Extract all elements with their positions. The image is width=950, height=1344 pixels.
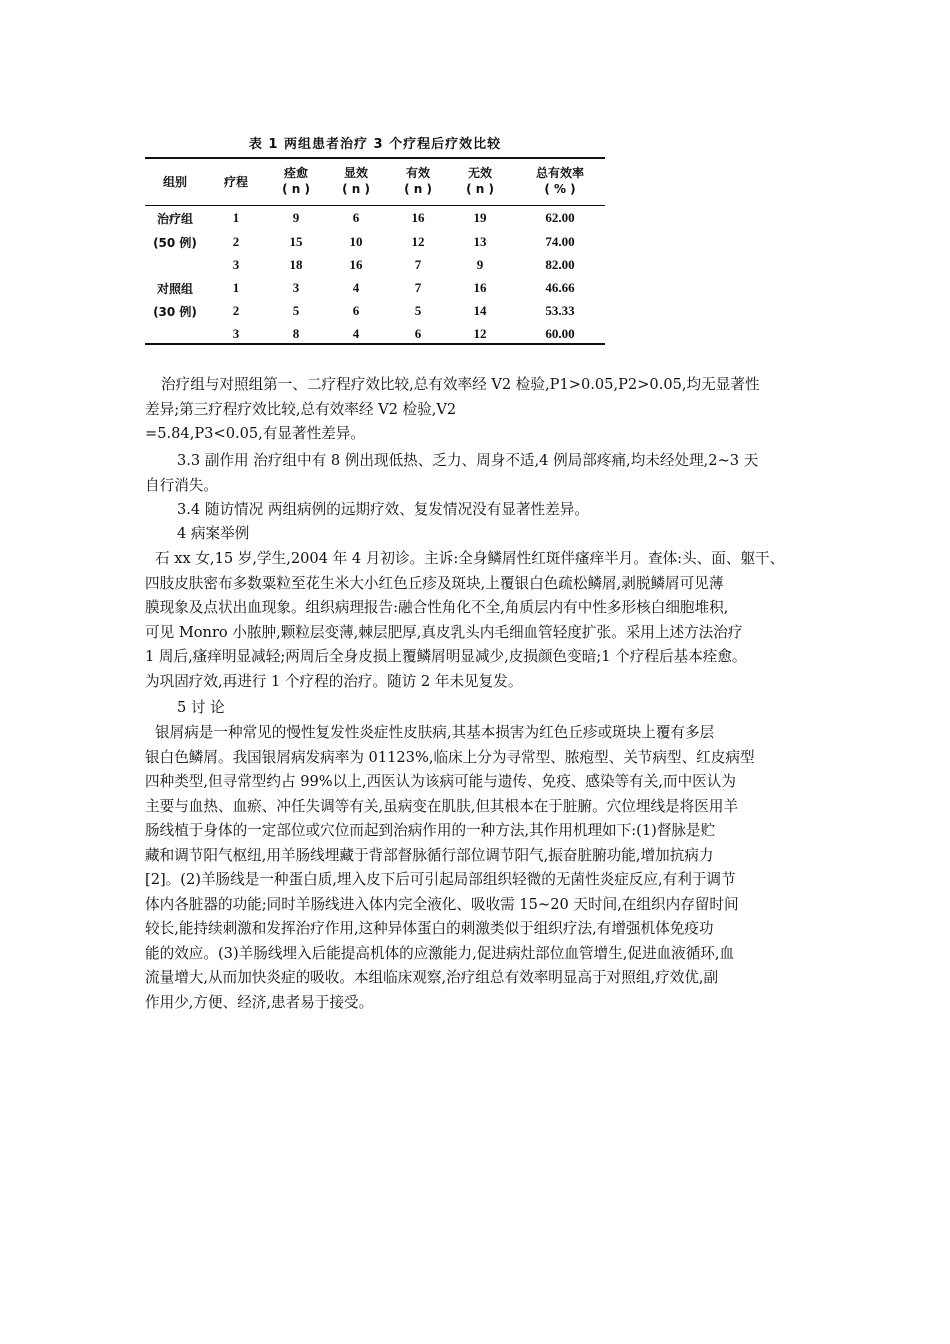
table-cell: 1 bbox=[232, 280, 240, 295]
table-top-rule bbox=[145, 157, 605, 159]
text-line: 3.3 副作用 治疗组中有 8 例出现低热、乏力、周身不适,4 例局部疼痛,均未经处理,2~3 天 bbox=[177, 452, 759, 469]
table-cell: 6 bbox=[414, 326, 422, 341]
paragraph-case bbox=[145, 547, 815, 694]
text-line: =5.84,P3<0.05,有显著性差异。 bbox=[145, 425, 365, 442]
heading: 5 讨 论 bbox=[177, 699, 225, 716]
table-cell: 13 bbox=[473, 234, 487, 249]
text-line: 为巩固疗效,再进行 1 个疗程的治疗。随访 2 年未见复发。 bbox=[145, 672, 523, 690]
table-cell-group: 治疗组 bbox=[156, 212, 193, 226]
table-cell-group: (30 例) bbox=[153, 305, 197, 319]
table-cell: 15 bbox=[289, 234, 303, 249]
table-cell: 82.00 bbox=[545, 257, 575, 272]
table-cell: 9 bbox=[476, 257, 484, 272]
table-cell: 5 bbox=[292, 303, 300, 318]
table-cell: 60.00 bbox=[545, 326, 575, 341]
table-cell: 10 bbox=[349, 234, 363, 249]
text-line: 银屑病是一种常见的慢性复发性炎症性皮肤病,其基本损害为红色丘疹或斑块上覆有多层 bbox=[155, 724, 715, 741]
header-cell-unit: ( % ) bbox=[544, 182, 576, 196]
text-line: 可见 Monro 小脓肿,颗粒层变薄,棘层肥厚,真皮乳头内毛细血管轻度扩张。采用上述方法治疗 bbox=[145, 623, 743, 641]
paragraph-comparison bbox=[145, 373, 815, 447]
text-line: 作用少,方便、经济,患者易于接受。 bbox=[145, 993, 374, 1011]
text-line: [2]。(2)羊肠线是一种蛋白质,埋入皮下后可引起局部组织轻微的无菌性炎症反应,有利于调节 bbox=[145, 871, 736, 888]
table-cell: 16 bbox=[349, 257, 363, 272]
text-line: 自行消失。 bbox=[145, 476, 218, 494]
table-cell: 5 bbox=[414, 303, 422, 318]
table-cell: 62.00 bbox=[545, 210, 575, 225]
table-cell: 2 bbox=[232, 303, 240, 318]
heading: 4 病案举例 bbox=[177, 525, 250, 542]
header-cell-unit: ( n ) bbox=[466, 182, 494, 196]
header-cell: 痊愈 bbox=[283, 166, 308, 180]
text-line: 四肢皮肤密布多数粟粒至花生米大小红色丘疹及斑块,上覆银白色疏松鳞屑,剥脱鳞屑可见薄 bbox=[145, 574, 724, 592]
table-cell: 53.33 bbox=[545, 303, 575, 318]
text-line: 治疗组与对照组第一、二疗程疗效比较,总有效率经 V2 检验,P1>0.05,P2>0.05,均无显著性 bbox=[161, 376, 760, 393]
table-cell: 7 bbox=[414, 257, 422, 272]
table-title: 表 1 两组患者治疗 3 个疗程后疗效比较 bbox=[248, 137, 502, 152]
table-cell: 14 bbox=[473, 303, 487, 318]
table-cell: 3 bbox=[232, 326, 240, 341]
table-cell: 1 bbox=[232, 210, 240, 225]
header-cell: 组别 bbox=[162, 175, 187, 189]
header-cell: 有效 bbox=[405, 166, 430, 180]
table-bottom-rule bbox=[145, 343, 605, 345]
header-cell-unit: ( n ) bbox=[404, 182, 432, 196]
table-cell: 4 bbox=[352, 326, 360, 341]
paragraph-side-effects bbox=[145, 449, 815, 498]
table-cell: 12 bbox=[411, 234, 425, 249]
text-line: 能的效应。(3)羊肠线埋入后能提高机体的应激能力,促进病灶部位血管增生,促进血液循环,血 bbox=[145, 944, 735, 962]
header-cell-unit: ( n ) bbox=[342, 182, 370, 196]
table-cell: 3 bbox=[292, 280, 300, 295]
table-cell: 8 bbox=[292, 326, 300, 341]
table-cell: 6 bbox=[352, 303, 360, 318]
header-cell-unit: ( n ) bbox=[282, 182, 310, 196]
text-line: 差异;第三疗程疗效比较,总有效率经 V2 检验,V2 bbox=[145, 400, 457, 418]
header-cell: 无效 bbox=[467, 166, 492, 180]
table-cell: 3 bbox=[232, 257, 240, 272]
section-heading-discussion bbox=[145, 696, 815, 721]
table-cell: 19 bbox=[473, 210, 487, 225]
header-cell: 显效 bbox=[343, 166, 368, 180]
table-cell: 4 bbox=[352, 280, 360, 295]
text-line: 膜现象及点状出血现象。组织病理报告:融合性角化不全,角质层内有中性多形核白细胞堆积, bbox=[145, 599, 729, 616]
table-cell: 12 bbox=[473, 326, 487, 341]
table-header-rule bbox=[145, 205, 605, 206]
text-line: 四种类型,但寻常型约占 99%以上,西医认为该病可能与遗传、免疫、感染等有关,而中医认为 bbox=[145, 773, 736, 790]
text-line: 流量增大,从而加快炎症的吸收。本组临床观察,治疗组总有效率明显高于对照组,疗效优,副 bbox=[145, 969, 719, 986]
text-line: 石 xx 女,15 岁,学生,2004 年 4 月初诊。主诉:全身鳞屑性红斑伴瘙痒半月。查体:头、面、躯干、 bbox=[155, 550, 785, 567]
table-cell: 18 bbox=[289, 257, 303, 272]
table-cell: 74.00 bbox=[545, 234, 575, 249]
table-cell: 46.66 bbox=[545, 280, 575, 295]
text-line: 1 周后,瘙痒明显减轻;两周后全身皮损上覆鳞屑明显减少,皮损颜色变暗;1 个疗程后基本痊愈。 bbox=[145, 648, 747, 665]
text-line: 较长,能持续刺激和发挥治疗作用,这种异体蛋白的刺激类似于组织疗法,有增强机体免疫功 bbox=[145, 920, 714, 937]
header-cell: 疗程 bbox=[223, 175, 248, 189]
text-line: 体内各脏器的功能;同时羊肠线进入体内完全液化、吸收需 15~20 天时间,在组织内存留时间 bbox=[145, 895, 739, 913]
text-line: 肠线植于身体的一定部位或穴位而起到治病作用的一种方法,其作用机理如下:(1)督脉是贮 bbox=[145, 822, 716, 839]
table-cell-group: 对照组 bbox=[156, 282, 193, 296]
table-cell: 7 bbox=[414, 280, 422, 295]
table-cell: 16 bbox=[473, 280, 487, 295]
table-cell: 2 bbox=[232, 234, 240, 249]
section-heading-case bbox=[145, 522, 815, 547]
text-line: 银白色鳞屑。我国银屑病发病率为 01123%,临床上分为寻常型、脓疱型、关节病型、红皮病型 bbox=[145, 748, 755, 766]
text-line: 主要与血热、血瘀、冲任失调等有关,虽病变在肌肤,但其根本在于脏腑。穴位埋线是将医用羊 bbox=[145, 797, 739, 815]
paragraph-follow-up bbox=[145, 498, 815, 523]
table-cell: 6 bbox=[352, 210, 360, 225]
table-cell: 9 bbox=[292, 210, 300, 225]
text-line: 藏和调节阳气枢纽,用羊肠线埋藏于背部督脉循行部位调节阳气,振奋脏腑功能,增加抗病力 bbox=[145, 846, 714, 864]
table-cell-group: (50 例) bbox=[153, 236, 197, 250]
header-cell: 总有效率 bbox=[535, 166, 584, 180]
table-cell: 16 bbox=[411, 210, 425, 225]
paragraph-discussion bbox=[145, 721, 815, 1015]
text-line: 3.4 随访情况 两组病例的远期疗效、复发情况没有显著性差异。 bbox=[177, 501, 589, 518]
